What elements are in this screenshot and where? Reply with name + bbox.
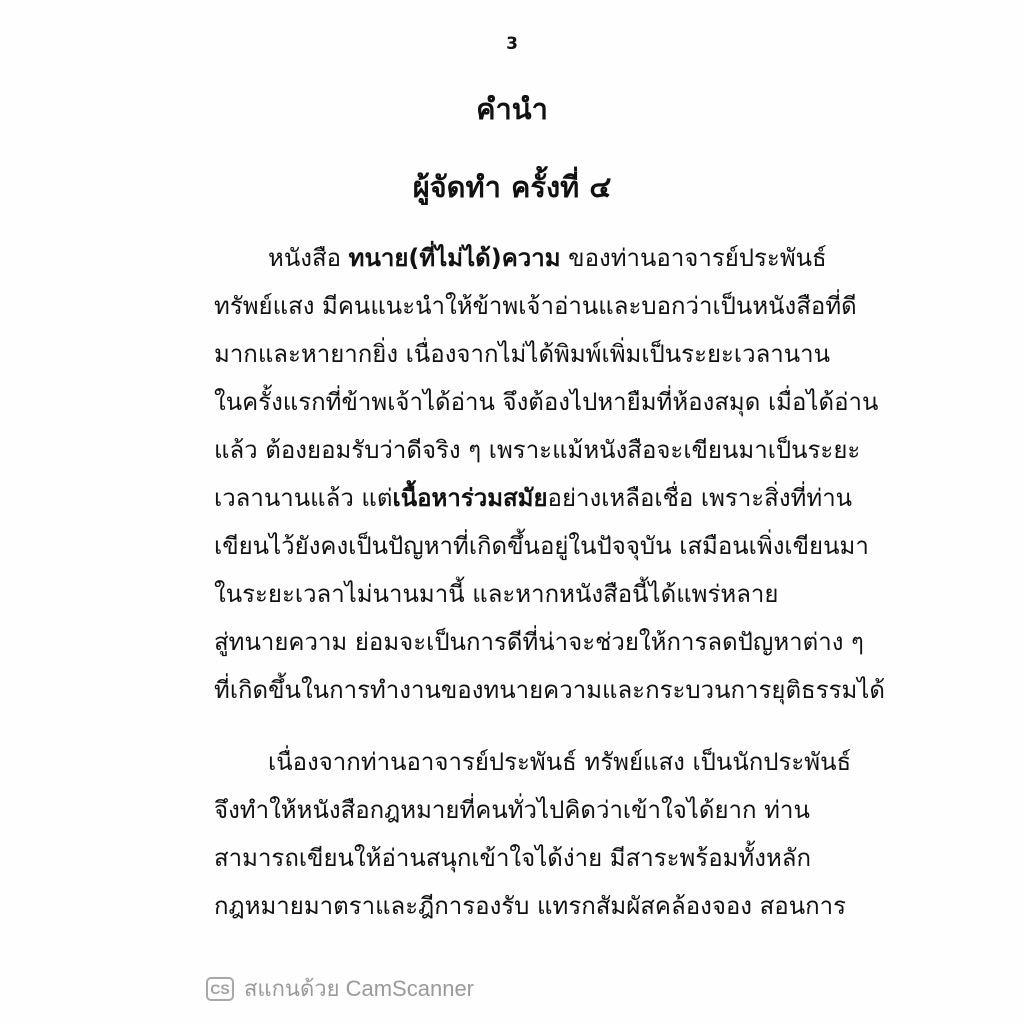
body-line: เนื่องจากท่านอาจารย์ประพันธ์ ทรัพย์แสง เป็นนักประพันธ์ xyxy=(268,748,852,776)
body-line: ในครั้งแรกที่ข้าพเจ้าได้อ่าน จึงต้องไปหายืมที่ห้องสมุด เมื่อได้อ่าน xyxy=(214,388,879,416)
watermark-text: สแกนด้วย CamScanner xyxy=(244,976,475,1001)
page-number: 3 xyxy=(506,34,518,54)
body-line: ทรัพย์แสง มีคนแนะนำให้ข้าพเจ้าอ่านและบอกว่าเป็นหนังสือที่ดี xyxy=(214,292,857,320)
body-line: เวลานานแล้ว แต่เนื้อหาร่วมสมัยอย่างเหลือเชื่อ เพราะสิ่งที่ท่าน xyxy=(214,484,853,512)
page-subtitle: ผู้จัดทำ ครั้งที่ ๔ xyxy=(412,170,612,204)
body-line: มากและหายากยิ่ง เนื่องจากไม่ได้พิมพ์เพิ่มเป็นระยะเวลานาน xyxy=(214,340,831,368)
body-line: กฎหมายมาตราและฎีการองรับ แทรกสัมผัสคล้องจอง สอนการ xyxy=(214,892,847,920)
body-line: ที่เกิดขึ้นในการทำงานของทนายความและกระบวนการยุติธรรมได้ xyxy=(214,676,885,704)
body-line: สามารถเขียนให้อ่านสนุกเข้าใจได้ง่าย มีสาระพร้อมทั้งหลัก xyxy=(214,844,812,872)
body-line: หนังสือ ทนาย(ที่ไม่ได้)ความ ของท่านอาจารย์ประพันธ์ xyxy=(268,244,827,272)
body-line: เขียนไว้ยังคงเป็นปัญหาที่เกิดขึ้นอยู่ในปัจจุบัน เสมือนเพิ่งเขียนมา xyxy=(214,532,869,560)
book-title-bold: ทนาย(ที่ไม่ได้)ความ xyxy=(348,244,561,272)
camscanner-watermark xyxy=(206,971,474,1006)
emphasis-bold: เนื้อหาร่วมสมัย xyxy=(392,484,548,512)
page-title: คำนำ xyxy=(476,92,548,126)
body-line: จึงทำให้หนังสือกฎหมายที่คนทั่วไปคิดว่าเข้าใจได้ยาก ท่าน xyxy=(214,796,810,824)
body-line: แล้ว ต้องยอมรับว่าดีจริง ๆ เพราะแม้หนังสือจะเขียนมาเป็นระยะ xyxy=(214,436,861,464)
body-line: ในระยะเวลาไม่นานมานี้ และหากหนังสือนี้ได้แพร่หลาย xyxy=(214,580,779,608)
body-line: สู่ทนายความ ย่อมจะเป็นการดีที่น่าจะช่วยให้การลดปัญหาต่าง ๆ xyxy=(214,628,864,656)
camscanner-logo-icon: CS xyxy=(206,977,234,1001)
